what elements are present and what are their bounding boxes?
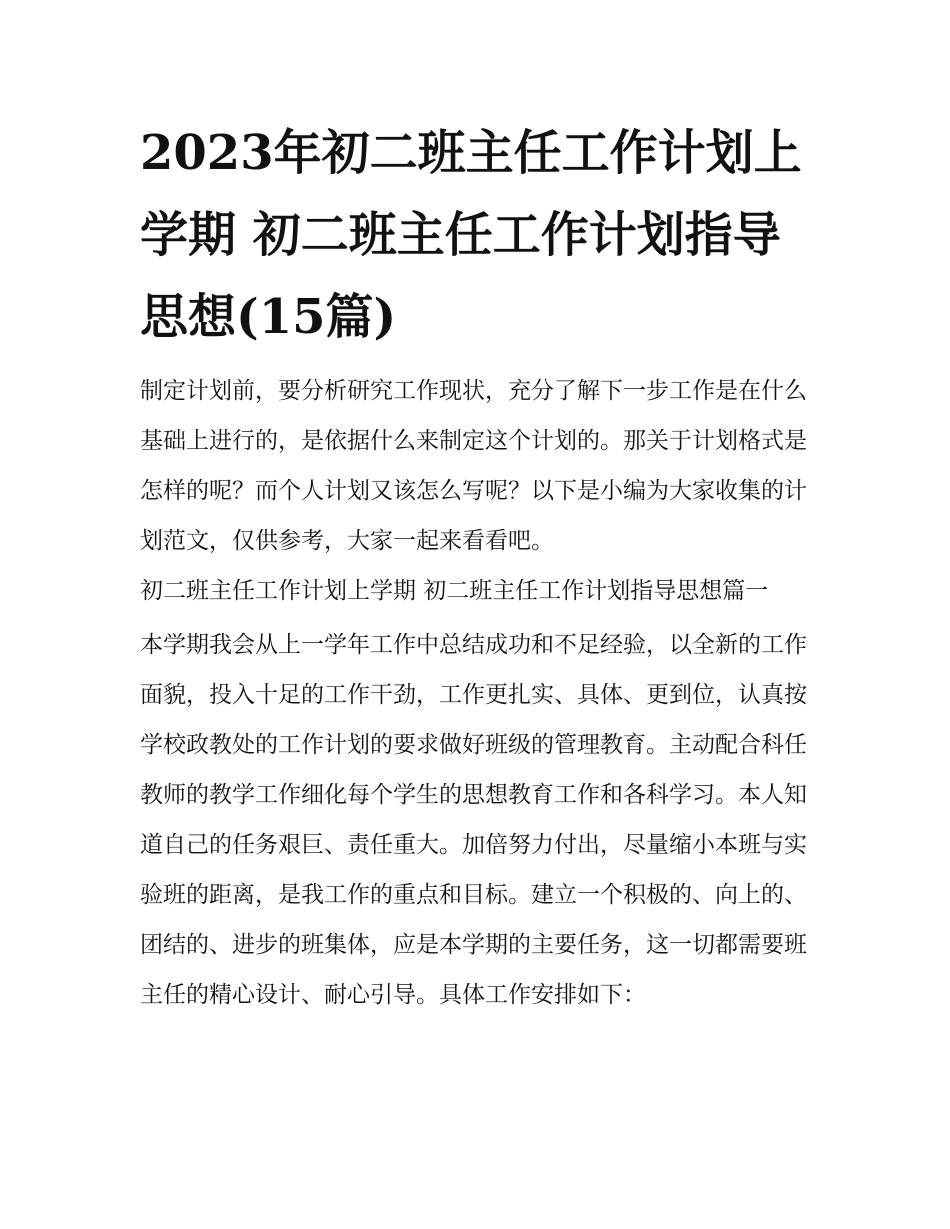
intro-paragraph: 制定计划前，要分析研究工作现状，充分了解下一步工作是在什么基础上进行的，是依据什么来制定这个计划的。那关于计划格式是怎样的呢？而个人计划又该怎么写呢？以下是小编为大家收集的计划范文，仅供参考，大家一起来看看吧。 xyxy=(140,378,807,554)
document-title: 2023年初二班主任工作计划上学期 初二班主任工作计划指导思想(15篇) xyxy=(140,125,802,345)
document-page xyxy=(140,112,812,1020)
body-paragraph: 本学期我会从上一学年工作中总结成功和不足经验，以全新的工作面貌，投入十足的工作干劲，工作更扎实、具体、更到位，认真按学校政教处的工作计划的要求做好班级的管理教育。主动配合科任教师的教学工作细化每个学生的思想教育工作和各科学习。本人知道自己的任务艰巨、责任重大。加倍努力付出，尽量缩小本班与实验班的距离，是我工作的重点和目标。建立一个积极的、向上的、团结的、进步的班集体，应是本学期的主要任务，这一切都需要班主任的精心设计、耐心引导。具体工作安排如下： xyxy=(140,632,807,1008)
section-heading: 初二班主任工作计划上学期 初二班主任工作计划指导思想篇一 xyxy=(140,578,769,604)
